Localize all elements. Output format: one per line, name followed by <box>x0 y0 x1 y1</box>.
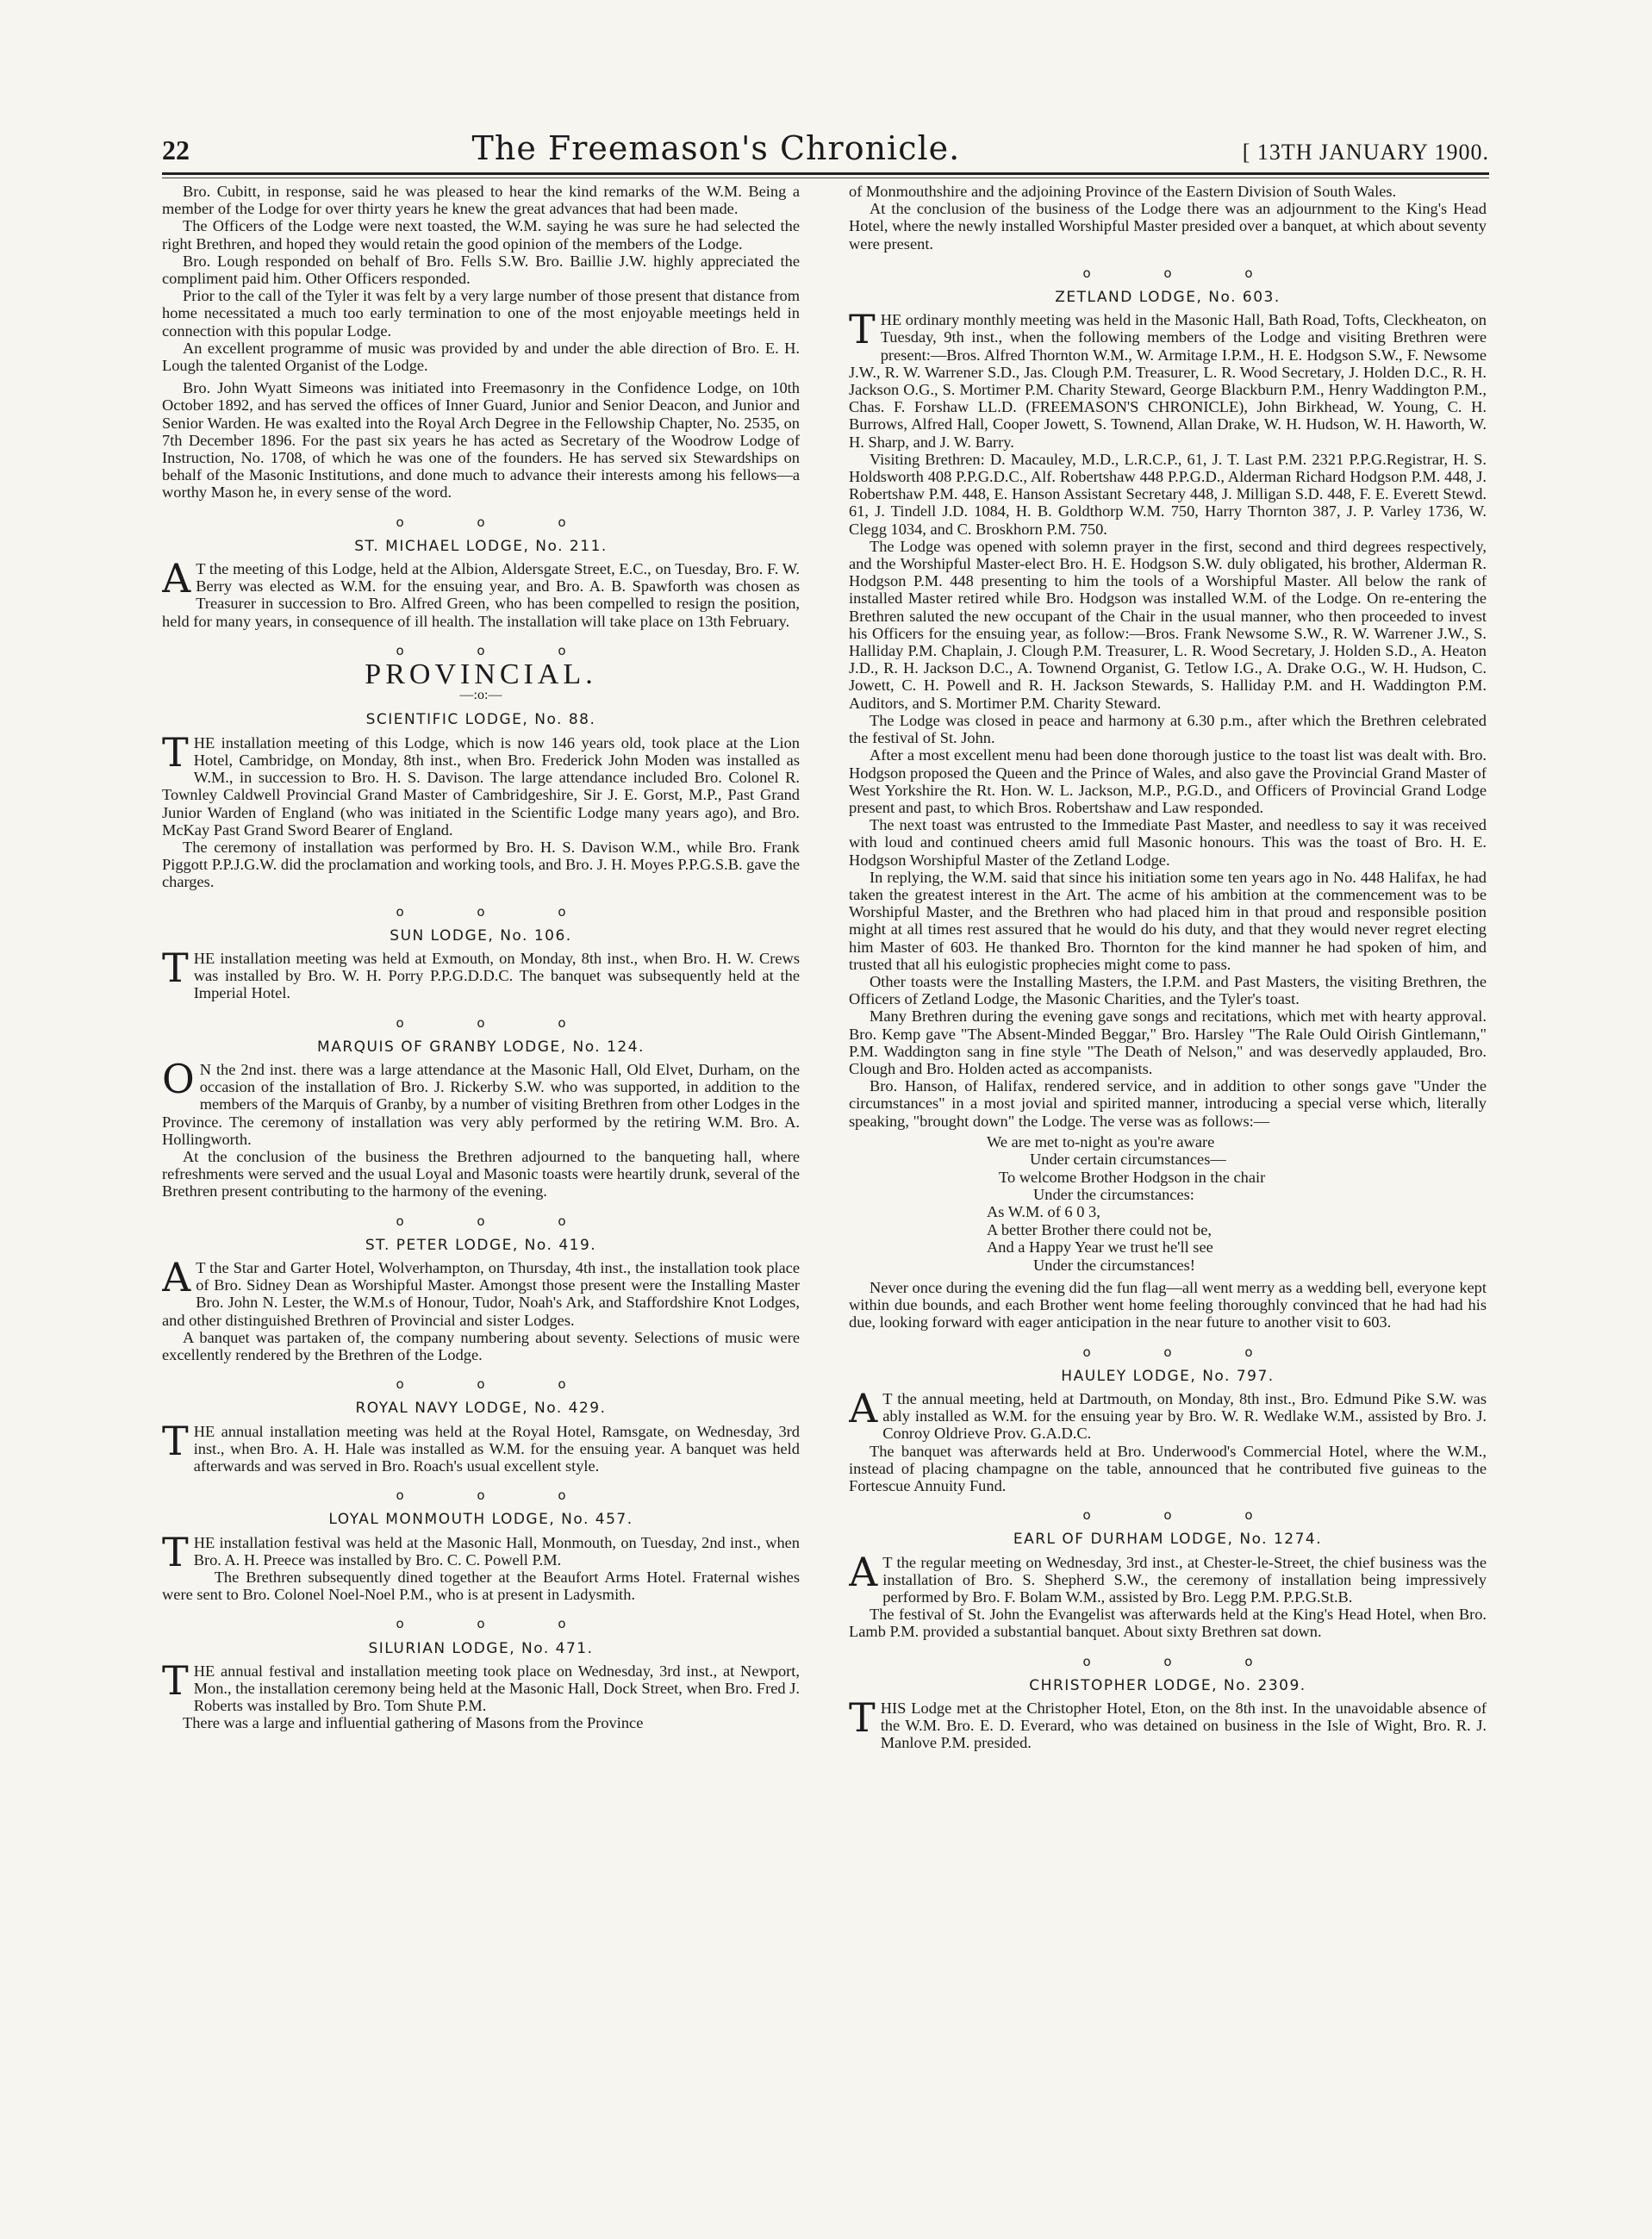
drop-cap: A <box>162 555 191 602</box>
lodge-heading: ST. PETER LODGE, No. 419. <box>365 1236 597 1254</box>
article-body: A T the regular meeting on Wednesday, 3rd inst., at Chester-le-Street, the chief business was the installation of Bro. S. Shepherd S.W., the ceremony of installation being impressively performed by Bro. F. Bolam W.M., assisted by Bro. Legg P.M. P.P.G.St.B. <box>849 1548 1487 1606</box>
paragraph: An excellent programme of music was provided by and under the able direction of Bro. E. H. Lough the talented Organist of the Lodge. <box>162 339 800 375</box>
drop-cap: T <box>162 728 189 776</box>
paragraph: The Lodge was closed in peace and harmony at 6.30 p.m., after which the Brethren celebrated the festival of St. John. <box>849 711 1487 747</box>
section-heading-provincial: PROVINCIAL. <box>365 658 597 691</box>
paragraph: The banquet was afterwards held at Bro. Underwood's Commercial Hotel, where the W.M., instead of placing champagne on the table, announced that he contributed five guineas to the Fortescue Annuity Fund. <box>849 1442 1487 1495</box>
drop-cap: T <box>849 1694 876 1742</box>
header-rule <box>162 172 1489 175</box>
section-separator: o o o <box>1082 1344 1287 1360</box>
paragraph: The festival of St. John the Evangelist was afterwards held at the King's Head Hotel, when Bro. Lamb P.M. provided a substantial banquet. About sixty Brethren sat down. <box>849 1606 1487 1641</box>
paragraph: The next toast was entrusted to the Immediate Past Master, and needless to say it was received with loud and continued cheers amid full Masonic honours. This was the toast of Bro. H. E. Hodgson Worshipful Master of the Zetland Lodge. <box>849 816 1487 869</box>
paragraph: After a most excellent menu had been done thorough justice to the toast list was dealt with. Bro. Hodgson proposed the Queen and the Prince of Wales, and also gave the Provincial Grand Master of West Yorkshire the Rt. Hon. W. L. Jackson, M.P., P.G.D., and Officers of Provincial Grand Lodge present and past, to which Bros. Robertshaw and Law responded. <box>849 746 1487 816</box>
section-separator: o o o <box>396 1487 601 1504</box>
drop-cap: T <box>849 306 876 353</box>
song-verse <box>987 1133 1487 1274</box>
section-separator: o o o <box>396 1014 601 1031</box>
paragraph: Other toasts were the Installing Masters, the I.P.M. and Past Masters, the visiting Brethren, the Officers of Zetland Lodge, the Masonic Charities, and the Tyler's toast. <box>849 972 1487 1008</box>
lodge-heading: MARQUIS OF GRANBY LODGE, No. 124. <box>317 1038 645 1056</box>
article-body: THE installation meeting of this Lodge, which is now 146 years old, took place at the Lion Hotel, Cambridge, on Monday, 8th inst., when Bro. Frederick John Moden was installed as W.M., in succession to Bro. H. S. Davison. The large attendance included Bro. Colonel R. Townley Caldwell Provincial Grand Master of Cambridgeshire, Sir J. E. Gorst, M.P., Past Grand Junior Warden of England (who was initiated in the Scientific Lodge many years ago), and Bro. McKay Past Grand Sword Bearer of England. <box>162 728 800 839</box>
paragraph: A banquet was partaken of, the company numbering about seventy. Selections of music were excellently rendered by the Brethren of the Lodge. <box>162 1328 800 1363</box>
paragraph: The Lodge was opened with solemn prayer in the first, second and third degrees respectively, and the Worshipful Master-elect Bro. H. E. Hodgson S.W. duly obligated, his brother, Alderman R. Hodgson P.M. 448 presenting to him the tools of a Worshipful Master. All below the rank of installed Master retired while Bro. Hodgson was installed W.M. of the Lodge. On re-entering the Brethren saluted the new occupant of the Chair in the usual manner, who then proceeded to invest his Officers for the ensuing year, as follow:—Bros. Frank Newsome S.W., R. W. Warrener J.W., S. Halliday P.M. Chaplain, J. Clough P.M. Treasurer, L. R. Wood Secretary, J. Holden S.D., A. Heaton J.D., R. H. Jackson D.C., A. Townend Organist, G. Tetlow I.G., A. Drake O.G., W. H. Hudson, C. Jowett, C. H. Powell and R. H. Jackson Stewards, S. Halliday P.M. and H. Waddington P.M. Auditors, and S. Mortimer P.M. Charity Steward. <box>849 537 1487 712</box>
lodge-heading: ROYAL NAVY LODGE, No. 429. <box>355 1400 607 1418</box>
verse-line: Under the circumstances: <box>1033 1185 1194 1203</box>
drop-cap: T <box>162 944 189 991</box>
lodge-heading: LOYAL MONMOUTH LODGE, No. 457. <box>328 1511 633 1529</box>
paragraph: At the conclusion of the business the Brethren adjourned to the banqueting hall, where refreshments were served and the usual Loyal and Masonic toasts were heartily drunk, several of the Brethren present contributing to the harmony of the evening. <box>162 1147 800 1201</box>
article-body: THE annual installation meeting was held at the Royal Hotel, Ramsgate, on Wednesday, 3rd inst., when Bro. A. H. Hale was installed as W.M. for the ensuing year. A banquet was held afterwards and was served in Bro. Roach's usual excellent style. <box>162 1417 800 1475</box>
paragraph: The ceremony of installation was performed by Bro. H. S. Davison W.M., while Bro. Frank Piggott P.P.J.G.W. did the proclamation and working tools, and Bro. J. H. Moyes P.P.G.S.B. gave the charges. <box>162 838 800 891</box>
section-separator: o o o <box>1082 265 1287 281</box>
paragraph: Visiting Brethren: D. Macauley, M.D., L.R.C.P., 61, J. T. Last P.M. 2321 P.P.G.Registrar, H. S. Holdsworth 408 P.P.G.D.C., Alf. Robertshaw 448 P.P.G.D., Alderman Richard Hodgson P.M. 448, J. Robertshaw P.M. 448, E. Hanson Assistant Secretary 448, J. Milligan S.D. 448, F. E. Everett Stewd. 61, J. Tindell J.D. 1084, H. B. Goldthorp W.M. 750, Harry Thornton 387, J. P. Varley 1736, W. Clegg 1034, and C. Broskhorn P.M. 750. <box>849 450 1487 538</box>
section-separator: o o o <box>396 514 601 530</box>
article-body: A T the annual meeting, held at Dartmouth, on Monday, 8th inst., Bro. Edmund Pike S.W. was ably installed as W.M. for the ensuing year by Bro. W. R. Wedlake W.M., assisted by Bro. J. Conroy Oldrieve Prov. G.A.D.C. <box>849 1385 1487 1443</box>
right-column <box>849 183 1487 2234</box>
verse-line: Under the circumstances! <box>1033 1256 1195 1274</box>
verse-line: Under certain circumstances— <box>1030 1151 1226 1169</box>
lodge-heading: SUN LODGE, No. 106. <box>390 926 572 945</box>
paragraph: Prior to the call of the Tyler it was felt by a very large number of those present that distance from home necessitated a much too early termination to one of the most enjoyable meetings held in connection with this popular Lodge. <box>162 287 800 340</box>
section-separator: o o o <box>396 1376 601 1393</box>
ornament-dash: —:o:— <box>459 688 502 703</box>
article-body: THE annual festival and installation meeting took place on Wednesday, 3rd inst., at Newport, Mon., the installation ceremony being held at the Masonic Hall, Dock Street, when Bro. Fred J. Roberts was installed by Bro. Tom Shute P.M. <box>162 1656 800 1715</box>
paragraph: The Brethren subsequently dined together at the Beaufort Arms Hotel. Fraternal wishes were sent to Bro. Colonel Noel-Noel P.M., who is at present in Ladysmith. <box>162 1569 800 1604</box>
lodge-heading: ST. MICHAEL LODGE, No. 211. <box>354 537 608 555</box>
page-header <box>162 129 1489 171</box>
article-body: A T the meeting of this Lodge, held at the Albion, Aldersgate Street, E.C., on Tuesday, Bro. F. W. Berry was elected as W.M. for the ensuing year, and Bro. A. B. Spawforth was chosen as Treasurer in succession to Bro. Alfred Green, who has been compelled to resign the position, held for many years, in consequence of ill health. The installation will take place on 13th February. <box>162 555 800 630</box>
verse-line: To welcome Brother Hodgson in the chair <box>999 1168 1266 1186</box>
verse-line: As W.M. of 6 0 3, <box>987 1203 1100 1221</box>
drop-cap: A <box>849 1548 878 1595</box>
verse-line: And a Happy Year we trust he'll see <box>987 1238 1213 1257</box>
paragraph: The Officers of the Lodge were next toasted, the W.M. saying he was sure he had selected the right Brethren, and hoped they would retain the good opinion of the members of the Lodge. <box>162 217 800 253</box>
paragraph: In replying, the W.M. said that since his initiation some ten years ago in No. 448 Halifax, he had taken the greatest interest in the Art. The acme of his ambition at the commencement was to be Worshipful Master, and the Brethren who had placed him in that proud and responsible position might at all times rest assured that he would do his duty, and that they would never regret electing him Master of 603. He thanked Bro. Thornton for the kind manner he had spoken of him, and trusted that all his eulogistic prophecies might come to pass. <box>849 868 1487 973</box>
article-body: THIS Lodge met at the Christopher Hotel, Eton, on the 8th inst. In the unavoidable absence of the W.M. Bro. E. D. Everard, who was detained on business in the Isle of Wight, Bro. R. J. Manlove P.M. presided. <box>849 1694 1487 1752</box>
lodge-heading: CHRISTOPHER LODGE, No. 2309. <box>1029 1676 1306 1694</box>
section-separator: o o o <box>396 1213 601 1229</box>
section-separator: o o o <box>1082 1507 1287 1524</box>
paragraph: Bro. John Wyatt Simeons was initiated into Freemasonry in the Confidence Lodge, on 10th October 1892, and has served the offices of Inner Guard, Junior and Senior Deacon, and Junior and Senior Warden. He was exalted into the Royal Arch Degree in the Fellowship Chapter, No. 2535, on 7th December 1896. For the past six years he has acted as Secretary of the Woodrow Lodge of Instruction, No. 1708, of which he was one of the founders. He has served six Stewardships on behalf of the Masonic Institutions, and done much to advance their interests among his fellows—a worthy Mason he, in every sense of the word. <box>162 379 800 502</box>
paragraph: Bro. Cubitt, in response, said he was pleased to hear the kind remarks of the W.M. Being a member of the Lodge for over thirty years he knew the great advances that had been made. <box>162 183 800 218</box>
paragraph: Bro. Hanson, of Halifax, rendered service, and in addition to other songs gave "Under the circumstances" in a most jovial and spirited manner, introducing a special verse which, literally speaking, "brought down" the Lodge. The verse was as follows:— <box>849 1077 1487 1130</box>
page-number: 22 <box>162 134 190 165</box>
section-separator: o o o <box>396 1616 601 1632</box>
drop-cap: T <box>162 1528 189 1575</box>
verse-line: We are met to-night as you're aware <box>987 1132 1215 1151</box>
drop-cap: T <box>162 1417 189 1464</box>
lodge-heading: HAULEY LODGE, No. 797. <box>1061 1367 1275 1385</box>
issue-date: [ 13TH JANUARY 1900. <box>1242 140 1489 165</box>
paragraph: of Monmouthshire and the adjoining Province of the Eastern Division of South Wales. <box>849 183 1397 200</box>
article-body: THE installation festival was held at the Masonic Hall, Monmouth, on Tuesday, 2nd inst., when Bro. A. H. Preece was installed by Bro. C. C. Powell P.M. <box>162 1528 800 1575</box>
paragraph: Many Brethren during the evening gave songs and recitations, which met with hearty approval. Bro. Kemp gave "The Absent-Minded Beggar," Bro. Harsley "The Rale Ould Oirish Gintlemann," P.M. Waddington sang in fine style "The Death of Nelson," and was deservedly applauded, Bro. Clough and Bro. Holden acted as accompanists. <box>849 1007 1487 1077</box>
article-body: O N the 2nd inst. there was a large attendance at the Masonic Hall, Old Elvet, Durham, on the occasion of the installation of Bro. J. Rickerby S.W. who was supported, in addition to the members of the Marquis of Granby, by a number of visiting Brethren from other Lodges in the Province. The ceremony of installation was very ably performed by the retiring W.M. Bro. A. Hollingworth. <box>162 1055 800 1148</box>
lodge-heading: SILURIAN LODGE, No. 471. <box>368 1639 594 1657</box>
section-separator: o o o <box>396 642 601 658</box>
paragraph: There was a large and influential gathering of Masons from the Province <box>183 1714 644 1732</box>
lodge-heading: SCIENTIFIC LODGE, No. 88. <box>365 711 596 729</box>
masthead-title: The Freemason's Chronicle. <box>471 129 961 167</box>
paragraph: Bro. Lough responded on behalf of Bro. Fells S.W. Bro. Baillie J.W. highly appreciated the compliment paid him. Other Officers responded. <box>162 252 800 288</box>
drop-cap: A <box>849 1385 878 1432</box>
verse-line: A better Brother there could not be, <box>987 1220 1212 1238</box>
article-body: A T the Star and Garter Hotel, Wolverhampton, on Thursday, 4th inst., the installation took place of Bro. Sidney Dean as Worshipful Master. Amongst those present were the Installing Master Bro. John N. Lester, the W.M.s of Honour, Tudor, Noah's Ark, and Staffordshire Knot Lodges, and other distinguished Brethren of Provincial and sister Lodges. <box>162 1253 800 1329</box>
drop-cap: A <box>162 1253 191 1300</box>
paragraph: Never once during the evening did the fun flag—all went merry as a wedding bell, everyone kept within due bounds, and each Brother went home feeling thoroughly convinced that he had had his due, looking forward with eager anticipation in the near future to another visit to 603. <box>849 1279 1487 1332</box>
drop-cap: T <box>162 1656 189 1704</box>
section-separator: o o o <box>396 903 601 920</box>
paragraph: At the conclusion of the business of the Lodge there was an adjournment to the King's Head Hotel, where the newly installed Worshipful Master presided over a banquet, at which about seventy were present. <box>849 200 1487 253</box>
drop-cap: O <box>162 1055 195 1102</box>
left-column <box>162 183 800 2234</box>
article-body: THE installation meeting was held at Exmouth, on Monday, 8th inst., when Bro. H. W. Crews was installed by Bro. W. H. Porry P.P.G.D.D.C. The banquet was subsequently held at the Imperial Hotel. <box>162 944 800 1002</box>
article-body: THE ordinary monthly meeting was held in the Masonic Hall, Bath Road, Tofts, Cleckheaton, on Tuesday, 9th inst., when the following members of the Lodge and visiting Brethren were present:—Bros. Alfred Thornton W.M., W. Armitage I.P.M., H. E. Hodgson S.W., F. Newsome J.W., R. W. Warrener S.D., Jas. Clough P.M. Treasurer, L. R. Wood Secretary, J. Holden D.C., R. H. Jackson O.G., S. Mortimer P.M. Charity Steward, George Blackburn P.M., Henry Waddington P.M., Chas. F. Forshaw LL.D. (FREEMASON'S CHRONICLE), John Birkhead, W. Young, C. H. Burrows, Alfred Hall, Cooper Jowett, S. Townend, Allan Drake, W. H. Hudson, W. H. Haworth, W. H. Sharp, and J. W. Barry. <box>849 306 1487 451</box>
lodge-heading: EARL OF DURHAM LODGE, No. 1274. <box>1013 1531 1323 1549</box>
section-separator: o o o <box>1082 1653 1287 1669</box>
lodge-heading: ZETLAND LODGE, No. 603. <box>1055 289 1281 307</box>
